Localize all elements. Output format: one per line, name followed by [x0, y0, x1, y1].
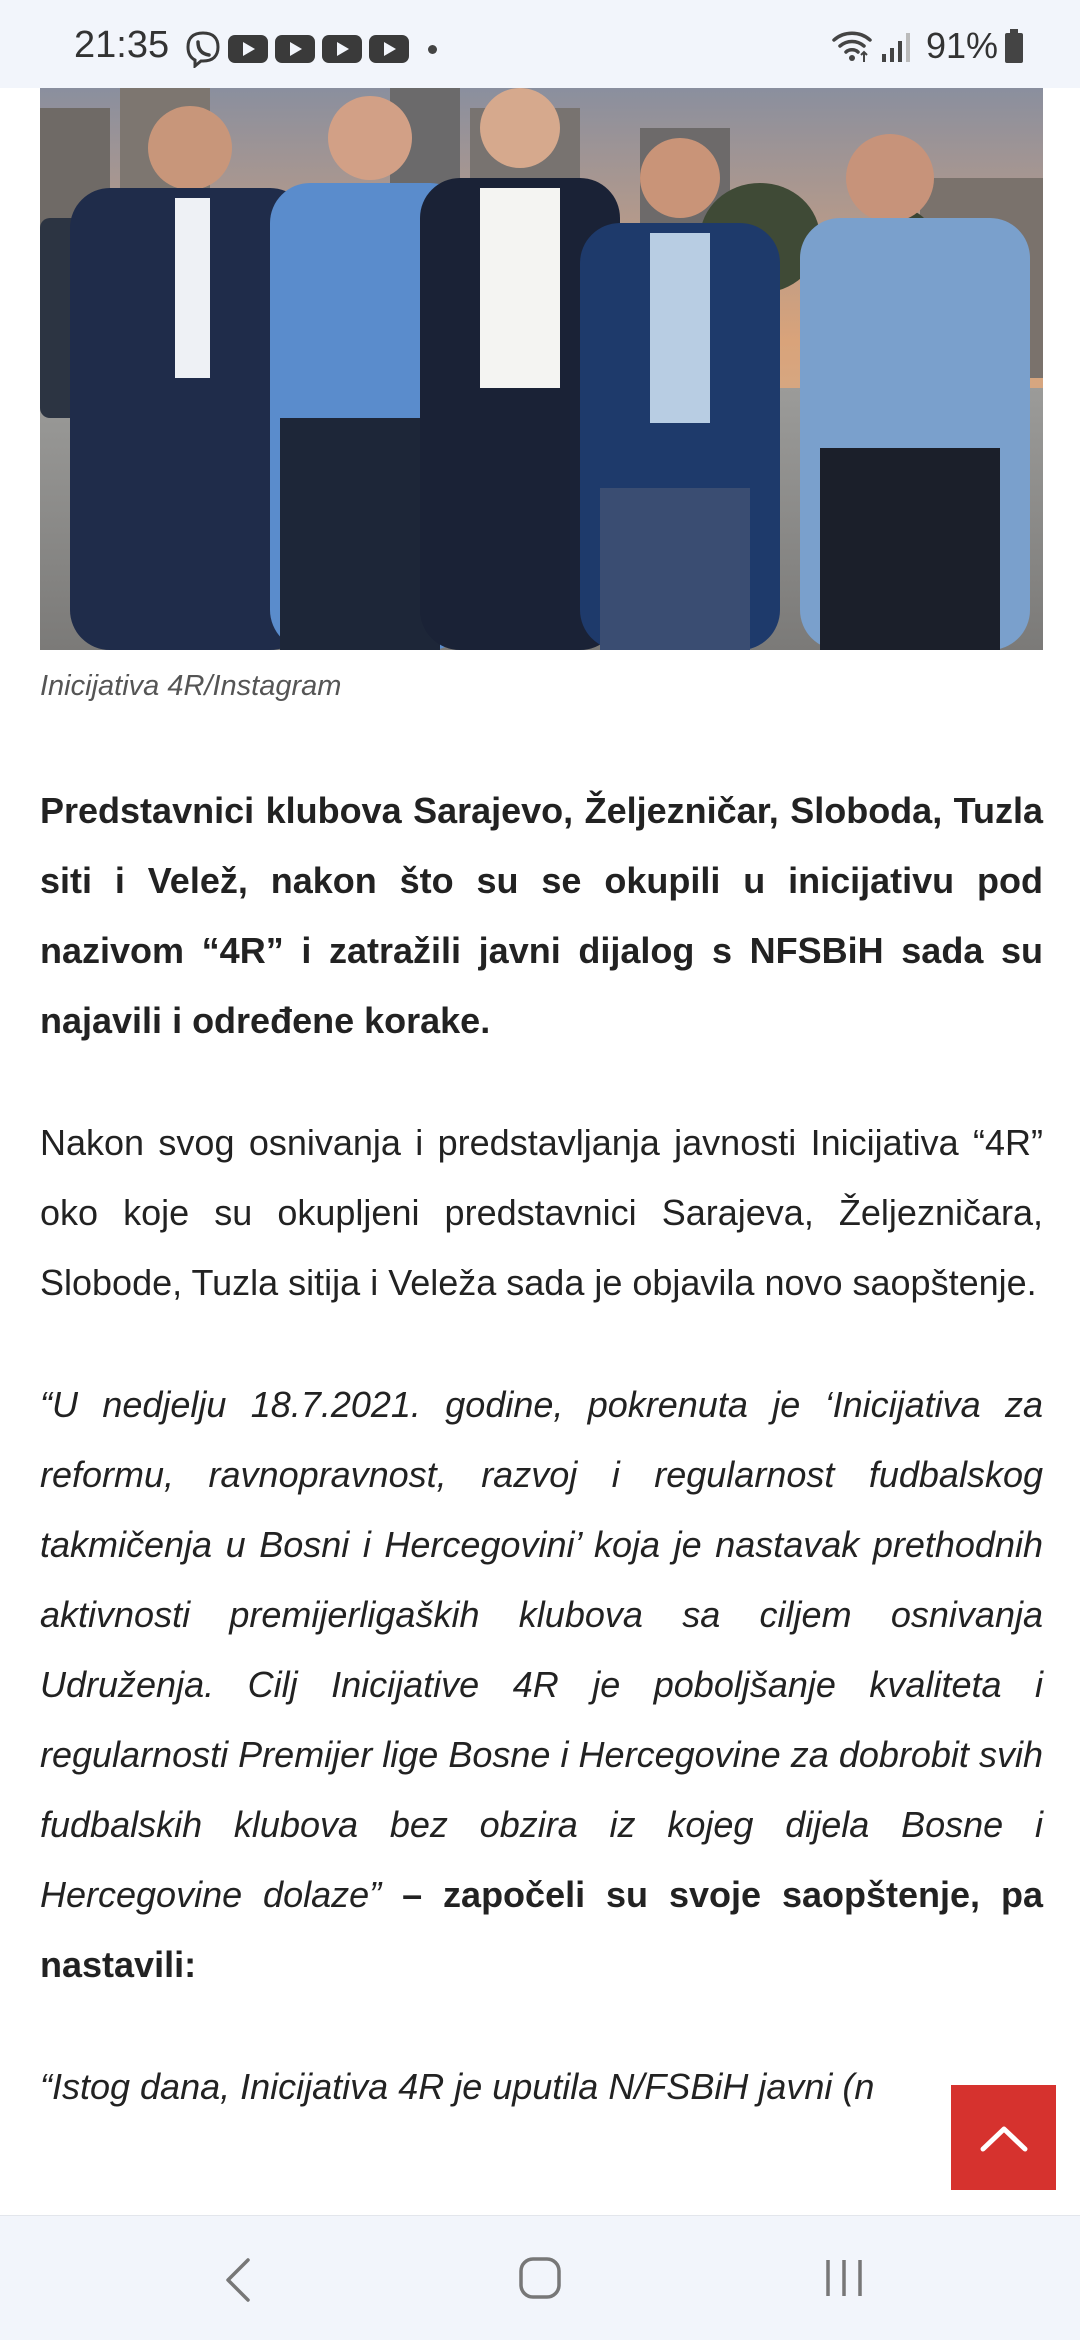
article-body — [40, 776, 1043, 2174]
quote-paragraph-2: “Istog dana, Inicijativa 4R je uputila N/FSBiH javni (n — [40, 2066, 875, 2107]
youtube-icon — [369, 35, 409, 63]
viber-icon — [184, 30, 222, 68]
status-indicators — [830, 25, 1024, 66]
quote-attribution: – započeli su svoje saopštenje, pa nastavili: — [40, 1874, 1044, 1985]
youtube-icon — [228, 35, 268, 63]
group-photo-illustration — [40, 88, 1043, 650]
more-notifications-dot-icon — [428, 45, 437, 54]
home-icon[interactable] — [518, 2256, 562, 2300]
status-bar — [0, 0, 1080, 88]
recents-icon[interactable] — [822, 2256, 866, 2300]
lead-paragraph: Predstavnici klubova Sarajevo, Željezničar, Sloboda, Tuzla siti i Velež, nakon što su se okupili u inicijativu pod nazivom “4R” i zatražili javni dijalog s NFSBiH sada su najavili i određene korake. — [40, 790, 1043, 1041]
quote-text: “U nedjelju 18.7.2021. godine, pokrenuta je ‘Inicijativa za reformu, ravnopravnost, razvoj i regularnost fudbalskog takmičenja u Bosni i Hercegovini’ koja je nastavak prethodnih aktivnosti premijerligaških klubova sa ciljem osnivanja Udruženja. Cilj Inicijative 4R je poboljšanje kvaliteta i regularnosti Premijer lige Bosne i Hercegovine za dobrobit svih fudbalskih klubova bez obzira iz kojeg dijela Bosne i Hercegovine dolaze” — [40, 1384, 1043, 1915]
battery-icon — [1004, 29, 1024, 63]
article-image — [40, 88, 1043, 650]
chevron-up-icon — [979, 2123, 1029, 2153]
status-time: 21:35 — [74, 24, 170, 66]
image-caption: Inicijativa 4R/Instagram — [40, 670, 342, 702]
youtube-icon — [275, 35, 315, 63]
youtube-icon — [322, 35, 362, 63]
system-navigation-bar — [0, 2215, 1080, 2340]
notification-icons — [184, 30, 437, 68]
signal-icon — [880, 30, 914, 62]
quote-paragraph — [40, 1370, 1043, 2000]
back-icon[interactable] — [218, 2256, 258, 2304]
battery-percentage: 91% — [925, 25, 998, 66]
scroll-to-top-button[interactable] — [951, 2085, 1056, 2190]
wifi-icon — [830, 28, 874, 64]
article-paragraph: Nakon svog osnivanja i predstavljanja javnosti Inicijativa “4R” oko koje su okupljeni predstavnici Sarajeva, Željezničara, Slobode, Tuzla sitija i Veleža sada je objavila novo saopštenje. — [40, 1122, 1043, 1303]
